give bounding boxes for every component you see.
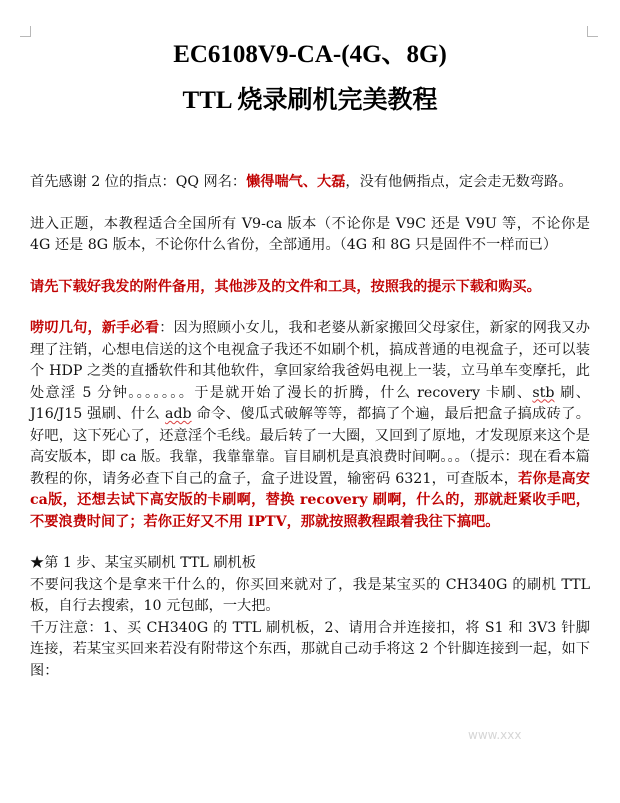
story-stb: stb xyxy=(532,384,555,401)
paragraph-download-notice: 请先下载好我发的附件备用，其他涉及的文件和工具，按照我的提示下载和购买。 xyxy=(30,278,541,295)
story-text-3: 命令、傻瓜式破解等等，都搞了个遍，最后把盒子搞成砖了。好吧，这下死心了，还意淫个毛线。最后转了一大圈，又回到了原地，才发现原来这个是高安版本，即 ca 版。我靠，我靠靠靠。盲目刷机是真浪费时间啊。。。（提示：现在看本篇教程的你，请务必查下自己的盒子，盒子进设置，输密码 6321，可查版本， xyxy=(30,406,590,487)
story-text-2: 刷、J16/J15 强刷、什么 xyxy=(30,384,590,422)
step1-line2: 千万注意：1、买 CH340G 的 TTL 刷机板，2、请用合并连接扣，将 S1 和 3V3 针脚连接，若某宝买回来若没有附带这个东西，那就自己动手将这 2 个针脚连接到一起，如下图： xyxy=(30,619,590,679)
story-lead: 唠叨几句，新手必看 xyxy=(30,320,160,336)
paragraph-thanks xyxy=(30,172,590,194)
step1-line1: 不要问我这个是拿来干什么的，你买回来就对了，我是某宝买的 CH340G 的刷机 TTL 板，自行去搜索，10 元包邮，一大把。 xyxy=(30,576,590,614)
story-text-1: ：因为照顾小女儿，我和老婆从新家搬回父母家住，新家的网我又办理了注销，心想电信送的这个电视盒子我还不如刷个机，搞成普通的电视盒子，还可以装个 HDP 之类的直播软件和其他软件，拿回家给我爸妈电视上一装，立马单车变摩托，此处意淫 5 分钟。。。。。。。于是就开始了漫长的折腾，什么 recovery 卡刷、 xyxy=(30,320,590,401)
title-tutorial: TTL 烧录刷机完美教程 xyxy=(182,87,438,114)
story-red-tail: 若你是高安 ca版，还想去试下高安版的卡刷啊，替换 recovery 刷啊，什么的，那就赶紧收手吧，不要浪费时间了；若你正好又不用 IPTV，那就按照教程跟着我往下搞吧。 xyxy=(30,470,590,530)
watermark: www.xxx xyxy=(468,728,522,742)
thanks-lead: 首先感谢 2 位的指点：QQ 网名： xyxy=(30,174,247,190)
thanks-tail: ，没有他俩指点，定会走无数弯路。 xyxy=(345,174,573,190)
paragraph-intro: 进入正题，本教程适合全国所有 V9-ca 版本（不论你是 V9C 还是 V9U 等，不论你是 4G 还是 8G 版本，不论你什么省份，全部通用。（4G 和 8G 只是固件不一样而已） xyxy=(30,215,590,253)
step1-heading: ★第 1 步、某宝买刷机 TTL 刷机板 xyxy=(30,555,256,571)
document-page xyxy=(30,34,590,682)
story-adb: adb xyxy=(165,406,192,422)
title-model: EC6108V9-CA-(4G、8G) xyxy=(173,41,447,68)
thanks-names: 懒得喘气、大磊 xyxy=(246,174,346,190)
paragraph-background-story xyxy=(30,318,590,533)
